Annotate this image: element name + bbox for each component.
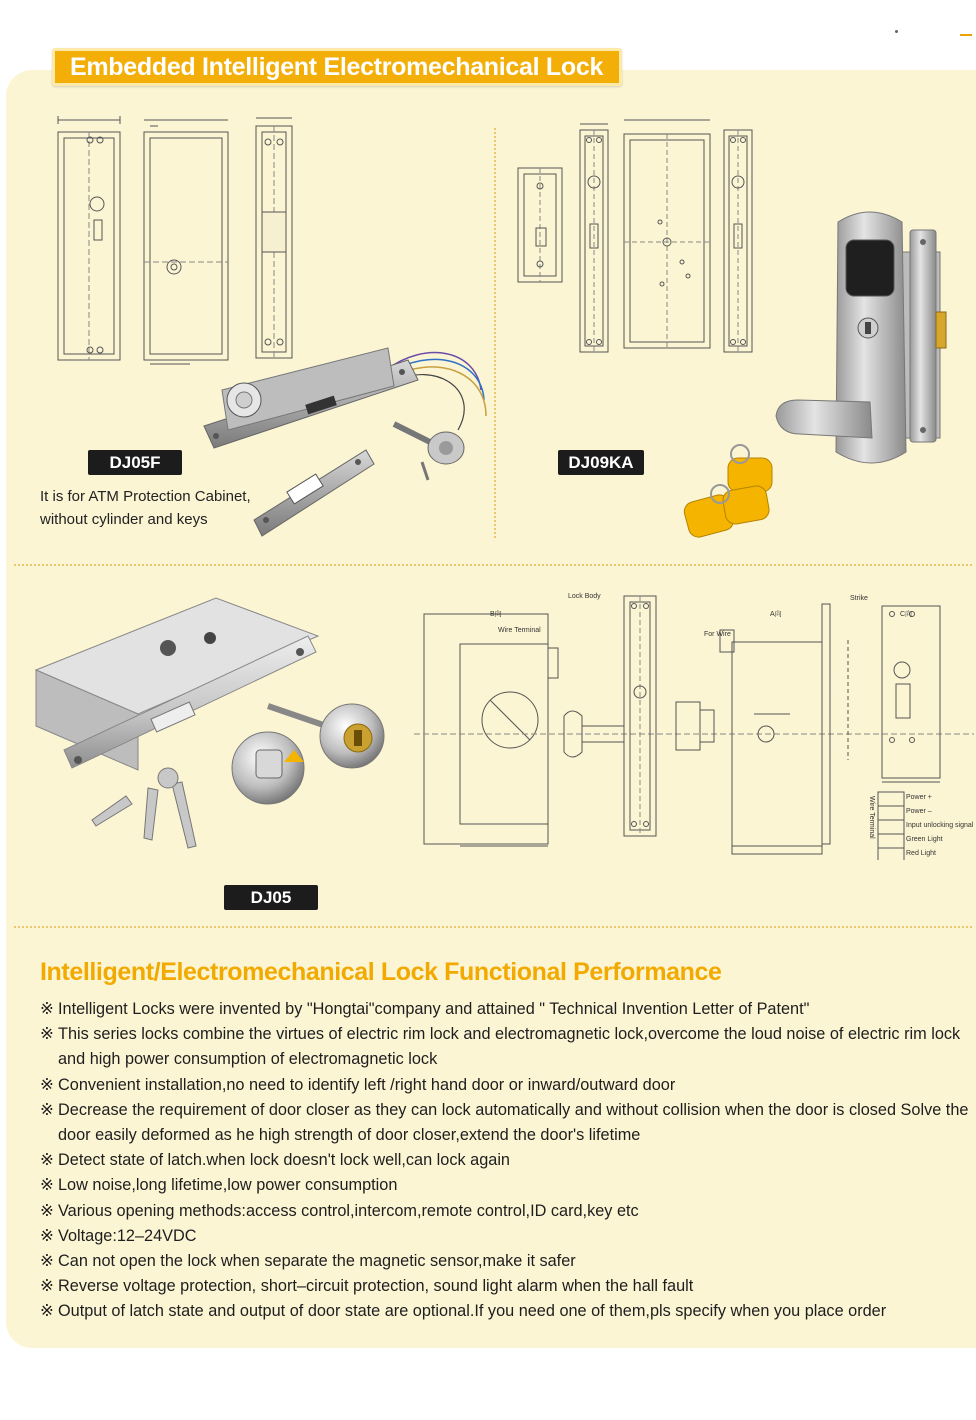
dj05f-caption-line-1: It is for ATM Protection Cabinet, [40, 488, 251, 505]
label-for-wire: For Wire [704, 631, 731, 638]
dj05f-caption-line-2: without cylinder and keys [40, 511, 208, 528]
section-divider-1 [14, 564, 972, 566]
performance-item: ※ Can not open the lock when separate the magnetic sensor,make it safer [40, 1249, 970, 1274]
performance-item: ※ Intelligent Locks were invented by "Hongtai"company and attained " Technical Invention Letter of Patent" [40, 997, 970, 1022]
label-side-c: C向 [900, 611, 913, 618]
label-terminal-title: Wire Terminal [868, 796, 875, 839]
performance-item: ※ Detect state of latch.when lock doesn't lock well,can lock again [40, 1148, 970, 1173]
performance-item: ※ Low noise,long lifetime,low power consumption [40, 1173, 970, 1198]
label-side-b: B向 [490, 611, 502, 618]
dj05f-lock-photo [196, 330, 496, 550]
performance-item: ※ Voltage:12–24VDC [40, 1224, 970, 1249]
terminal-green-light: Green Light [906, 836, 943, 843]
terminal-power-minus: Power – [906, 808, 932, 815]
dj05-lock-photo [32, 590, 402, 860]
terminal-unlocking-signal: Input unlocking signal [906, 822, 974, 829]
dj05-model-label: DJ05 [224, 885, 318, 910]
performance-list [40, 997, 970, 1325]
terminal-power-plus: Power + [906, 794, 932, 801]
dj09ka-model-label: DJ09KA [558, 450, 644, 475]
performance-item: ※ Convenient installation,no need to identify left /right hand door or inward/outward door [40, 1073, 970, 1098]
performance-item: ※ Decrease the requirement of door closer as they can lock automatically and without collision when the door is closed Solve the door easily deformed as he high strength of door closer,extend the door's lifetime [40, 1098, 970, 1148]
performance-item: ※ Various opening methods:access control,intercom,remote control,ID card,key etc [40, 1199, 970, 1224]
dj05f-model-label: DJ05F [88, 450, 182, 475]
label-side-a: A向 [770, 611, 782, 618]
label-strike: Strike [850, 595, 868, 602]
label-wire-terminal: Wire Terminal [498, 627, 541, 634]
performance-item: ※ Reverse voltage protection, short–circuit protection, sound light alarm when the hall fault [40, 1274, 970, 1299]
dj09ka-lock-photo [680, 202, 960, 552]
page-title: Embedded Intelligent Electromechanical Lock [52, 48, 622, 86]
section-divider-2 [14, 926, 972, 928]
performance-item: ※ Output of latch state and output of door state are optional.If you need one of them,pls specify when you place order [40, 1299, 970, 1324]
header-dot [895, 30, 898, 33]
performance-item: ※ This series locks combine the virtues of electric rim lock and electromagnetic lock,overcome the loud noise of electric rim lock and high power consumption of electromagnetic lock [40, 1022, 970, 1072]
label-lock-body: Lock Body [568, 593, 601, 600]
dj05-technical-drawing [414, 584, 976, 860]
terminal-red-light: Red Light [906, 850, 936, 857]
header-accent-mark [960, 34, 972, 36]
performance-title: Intelligent/Electromechanical Lock Functional Performance [40, 958, 722, 986]
